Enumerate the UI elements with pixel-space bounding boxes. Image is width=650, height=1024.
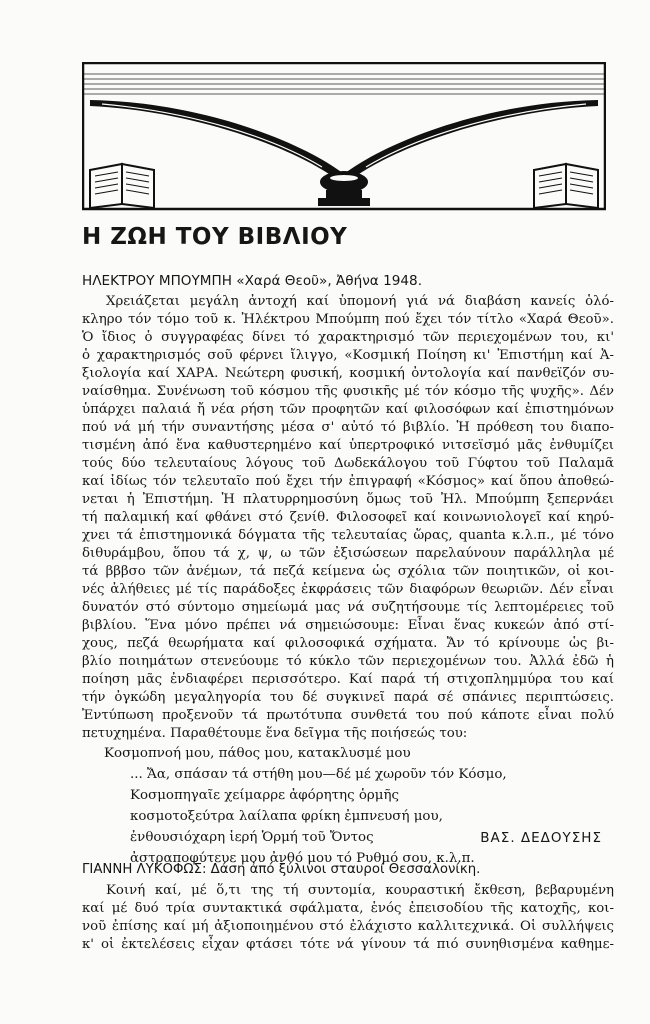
review-1-line: χους, πεζά θεωρήματα καί φιλοσοφικά σχήματα. Ἄν τό κρίνουμε ὡς βι- bbox=[82, 636, 614, 651]
poem-line: Κοσμοπνοή μου, πάθος μου, κατακλυσμέ μου bbox=[104, 746, 411, 761]
review-1-line: κληρο τόν τόμο τοῦ κ. Ἠλέκτρου Μπούμπη πού ἔχει τόν τίτλο «Χαρά Θεοῦ». bbox=[82, 312, 614, 327]
review-2-line: Κοινή καί, μέ ὅ,τι της τή συντομία, κουραστική ἔκθεση, βεβαρυμένη bbox=[106, 883, 614, 898]
review-1-line: ὑπάρχει παλαιά ἤ νέα ρήση τῶν προφητῶν καί φιλοσόφων καί ἐπιστημόνων bbox=[82, 402, 614, 417]
review-1-line: δυνατόν στό σύντομο σημείωμά μας νά συζητήσουμε τίς λεπτομέρειες τοῦ bbox=[82, 600, 614, 615]
review-2-line: κ' οἱ ἐκτελέσεις εἶχαν φτάσει τότε νά γίνουν τά πιό συνηθισμένα καθημε- bbox=[82, 937, 614, 952]
poem-line: ... Ἄα, σπάσαν τά στήθη μου—δέ μέ χωροῦν τόν Κόσμο, bbox=[130, 767, 507, 782]
review-2-line: νοῦ ἐπίσης καί μή ἀξιοποιημένου στό ἐλάχιστο καλλιτεχνικά. Οἱ συλλήψεις bbox=[82, 919, 614, 934]
header-woodcut-illustration bbox=[82, 62, 606, 212]
review-1-signature: ΒΑΣ. ΔΕΔΟΥΣΗΣ bbox=[480, 830, 602, 846]
review-2-heading: ΓΙΑΝΝΗ ΛΥΚΟΦΩΣ: Δάση ἀπό ξύλινοι σταυροί Θεσσαλονίκη. bbox=[82, 862, 481, 877]
review-1-line: καί ἰδίως τόν τελευταῖο πού ἔχει τήν ἐπιγραφή «Κόσμος» καί ὅπου ἀποθεώ- bbox=[82, 474, 614, 489]
review-1-line: Ἐντύπωση προξενοῦν τά πρωτότυπα συνθετά του πού κάποτε εἶναι πολύ bbox=[82, 708, 614, 723]
open-book-left-icon bbox=[90, 164, 154, 208]
review-1-line: Χρειάζεται μεγάλη ἀντοχή καί ὑπομονή γιά νά διαβάση κανείς ὁλό- bbox=[106, 294, 614, 309]
review-1-line: τήν ὀγκώδη μεγαληγορία του δέ συγκινεῖ παρά σέ σπάνιες περιπτώσεις. bbox=[82, 690, 614, 705]
review-1-line: ποίηση μᾶς ἐνδιαφέρει περισσότερο. Καί παρά τή στιχοπλημμύρα του καί bbox=[82, 672, 614, 687]
review-1-line: νές ἀλήθειες μέ τίς παράδοξες ἐκφράσεις τῶν διαφόρων θεωριῶν. Δέν εἶναι bbox=[82, 582, 614, 597]
review-2-line: καί μέ δυό τρία συντακτικά σφάλματα, ἑνός ἐπεισοδίου τῆς κατοχῆς, κοι- bbox=[82, 901, 614, 916]
review-1-heading: ΗΛΕΚΤΡΟΥ ΜΠΟΥΜΠΗ «Χαρά Θεοῦ», Ἀθήνα 1948. bbox=[82, 273, 423, 289]
review-1-line: διθυράμβου, ὅπου τά χ, ψ, ω τῶν ἐξισώσεων παρελαύνουν παράλληλα μέ bbox=[82, 546, 614, 561]
review-1-line: τούς δύο τελευταίους λόγους τοῦ Δωδεκάλογου τοῦ Γύφτου τοῦ Παλαμᾶ bbox=[82, 456, 614, 471]
review-1-line: ὁ χαρακτηρισμός σοῦ φέρνει ἴλιγγο, «Κοσμική Ποίηση κι' Ἐπιστήμη καί Ἀ- bbox=[82, 348, 614, 363]
open-book-right-icon bbox=[534, 164, 598, 208]
poem-line: ἀστραποφύτευε μου ἀνθό μου τό Ρυθμό σου, κ.λ.π. bbox=[130, 851, 475, 866]
poem-line: κοσμοτοξεύτρα λαίλαπα φρίκη ἐμπνευσή μου, bbox=[130, 809, 443, 824]
review-1-line: πετυχημένα. Παραθέτουμε ἕνα δεῖγμα τῆς ποιήσεώς του: bbox=[82, 726, 468, 741]
review-1-line: τή παλαμική καί φθάνει στό ζενίθ. Φιλοσοφεῖ καί κοινωνιολογεῖ καί κηρύ- bbox=[82, 510, 614, 525]
poem-line: ἐνθουσιόχαρη ἱερή Ὁρμή τοῦ Ὄντος bbox=[130, 830, 374, 845]
poem-line: Κοσμοπηγαῖε χείμαρρε ἀφόρητης ὁρμῆς bbox=[130, 788, 399, 803]
review-1-line: Ὁ ἴδιος ὁ συγγραφέας δίνει τό χαρακτηρισμό τῶν περιεχομένων του, κι' bbox=[82, 330, 614, 345]
review-1-line: χνει τά ἐπιστημονικά δόγματα τῆς τελευταίας ὥρας, quanta κ.λ.π., μέ τόνο bbox=[82, 528, 614, 543]
section-title: Η ΖΩΗ ΤΟΥ ΒΙΒΛΙΟΥ bbox=[82, 224, 348, 250]
review-1-line: τά βββσο τῶν ἀνέμων, τά πεζά κείμενα ὡς σχόλια τῶν ποιητικῶν, οἱ κοι- bbox=[82, 564, 614, 579]
wings-icon bbox=[90, 100, 598, 176]
review-1-line: ναίσθημα. Συνένωση τοῦ κόσμου τῆς φυσικῆς μέ τόν κόσμο τῆς ψυχῆς». Δέν bbox=[82, 384, 614, 399]
oil-lamp-icon bbox=[318, 171, 370, 206]
review-1-line: νεται ἡ Ἐπιστήμη. Ἡ πλατυρρημοσύνη ὅμως τοῦ Ἠλ. Μπούμπη ξεπερνάει bbox=[82, 492, 614, 507]
review-1-line: τισμένη ἀπό ἕνα καθυστερημένο καί ὑπερτροφικό νιτσεϊσμό μᾶς ἐνθυμίζει bbox=[82, 438, 614, 453]
review-1-line: ξιολογία καί ΧΑΡΑ. Νεώτερη φυσική, κοσμική ὀντολογία καί πανθεϊζόν συ- bbox=[82, 366, 614, 381]
review-1-line: βλίο ποιημάτων στενεύουμε τό κύκλο τῶν περιεχομένων του. Ἀλλά ἐδῶ ἡ bbox=[82, 654, 614, 669]
review-1-line: βιβλίου. Ἕνα μόνο πρέπει νά σημειώσουμε: Εἶναι ἕνας κυκεών ἀπό στί- bbox=[82, 618, 614, 633]
review-1-line: πού νά μή τήν συναντήσης μέσα σ' αὐτό τό βιβλίο. Ἡ πρόθεση του διαπο- bbox=[82, 420, 614, 435]
